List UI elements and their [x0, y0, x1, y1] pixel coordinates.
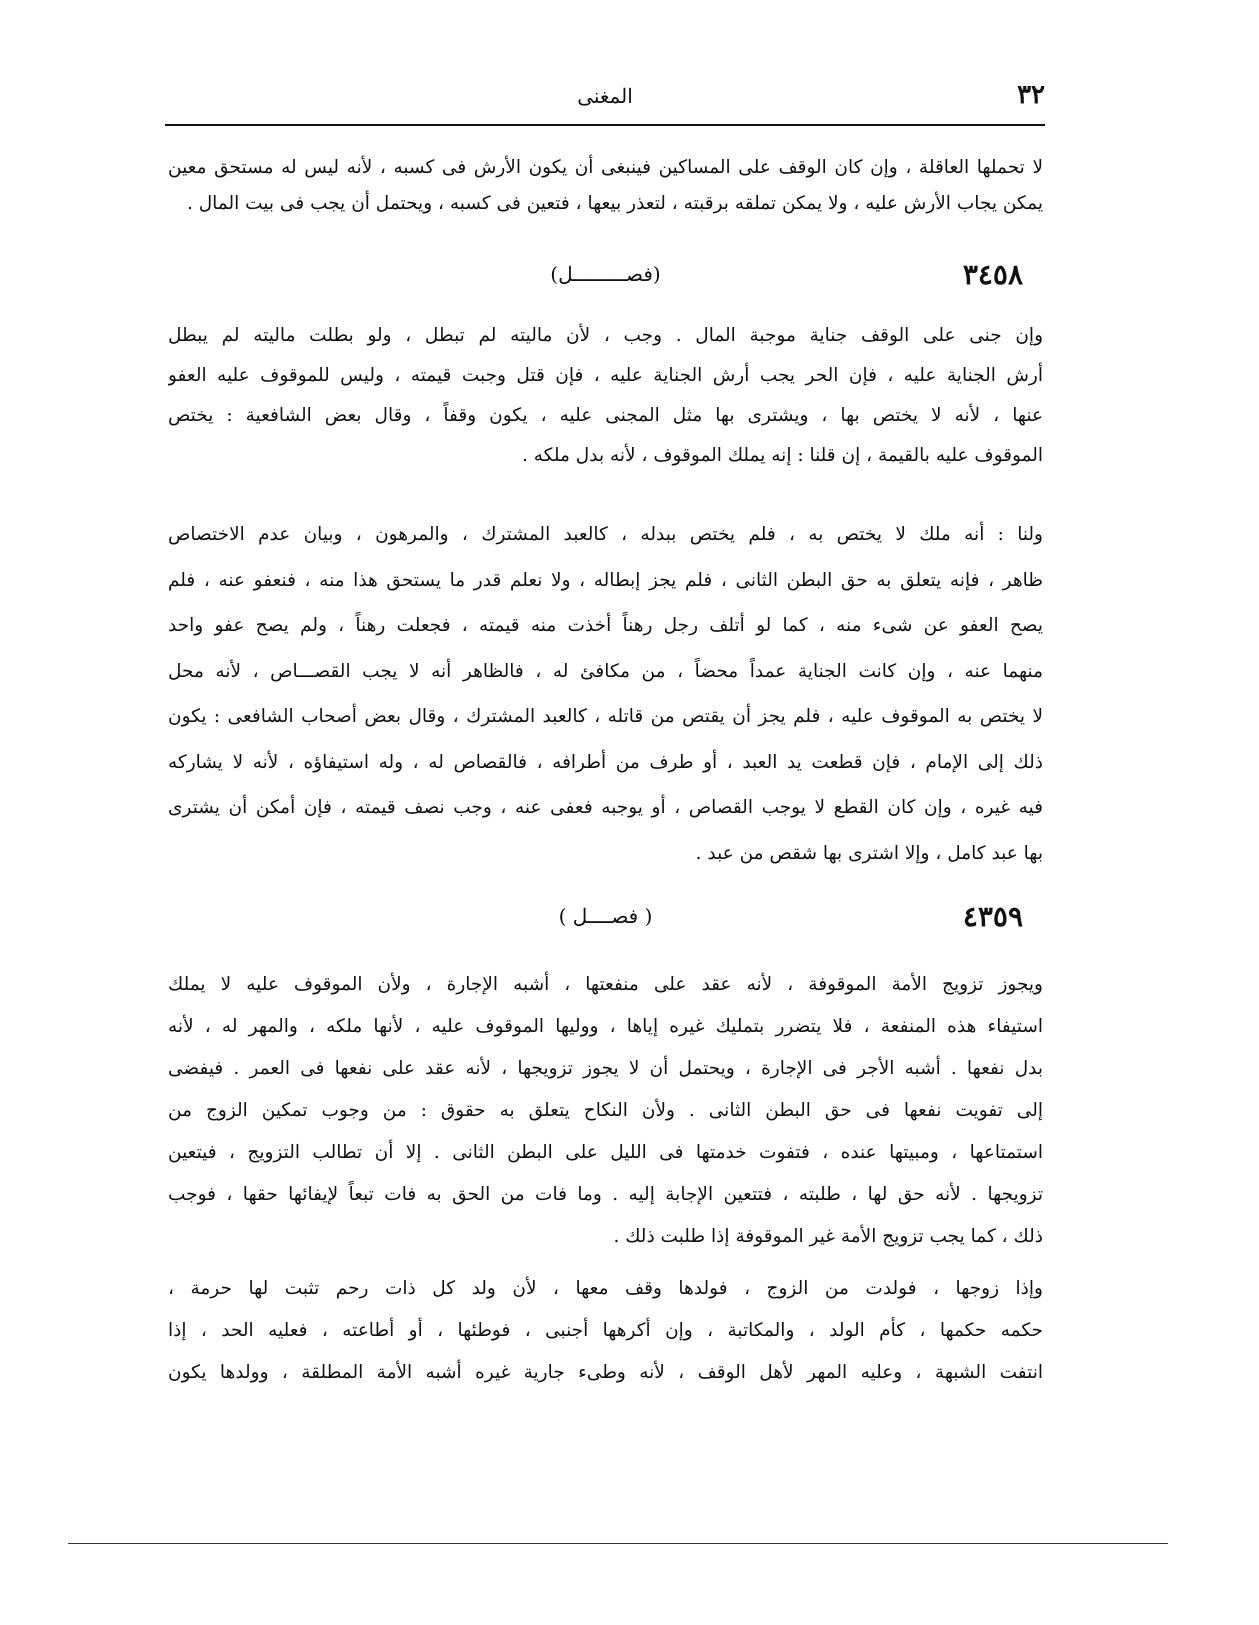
text-line: ظاهر ، فإنه يتعلق به حق البطن الثانى ، فلم يجز إبطاله ، ولا نعلم قدر ما يستحق هذا منه ، فنعفو عنه ، فلم: [168, 569, 1043, 591]
text-line: انتفت الشبهة ، وعليه المهر لأهل الوقف ، لأنه وطىء جارية غيره أشبه الأمة المطلقة ، وولدها يكون: [168, 1362, 1043, 1383]
text-line: أرش الجناية عليه ، فإن الحر يجب أرش الجناية عليه ، فإن قتل وجبت قيمته ، وليس للموقوف عليه العفو: [168, 365, 1043, 386]
text-line: حكمه حكمها ، كأم الولد ، والمكاتبة ، وإن أكرهها أجنبى ، فوطئها ، أو أطاعته ، فعليه الحد ، إذا: [168, 1320, 1043, 1341]
paragraph: [168, 964, 1043, 1258]
text-line: منهما عنه ، وإن كانت الجناية عمداً محضاً ، من مكافئ له ، فالظاهر أنه لا يجب القصـــاص ، لأنه محل: [168, 660, 1043, 682]
text-line: لا تحملها العاقلة ، وإن كان الوقف على المساكين فينبغى أن يكون الأرش فى كسبه ، لأنه ليس له مستحق معين: [168, 157, 1043, 178]
section-number: ٤٣٥٩: [962, 900, 1023, 933]
text-line: لا يختص به الموقوف عليه ، فلم يجز أن يقتص من قاتله ، كالعبد المشترك ، وقال بعض أصحاب الشافعى : يكون: [168, 706, 1043, 727]
text-line: بدل نفعها . أشبه الأجر فى الإجارة ، ويحتمل أن لا يجوز تزويجها ، لأنه عقد على نفعها فى العمر . فيفضى: [168, 1058, 1043, 1079]
header-rule: [165, 124, 1045, 126]
text-line: تزويجها . لأنه حق لها ، طلبته ، فتتعين الإجابة إليه . وما فات من الحق به فات تبعاً لإيفائها حقها ، فوجب: [168, 1184, 1043, 1205]
paragraph: [168, 512, 1043, 876]
text-line: بها عبد كامل ، وإلا اشترى بها شقص من عبد .: [695, 842, 1043, 864]
section-title: (فصـــــــــل): [550, 262, 661, 286]
text-line: فيه غيره ، وإن كان القطع لا يوجب القصاص ، أو يوجبه فعفى عنه ، وجب نصف قيمته ، فإن أمكن أن يشترى: [168, 797, 1043, 818]
section-title: ( فصــــل ): [558, 904, 653, 928]
running-title: المغنى: [577, 84, 633, 108]
paragraph: [168, 316, 1043, 476]
footer-rule: [68, 1543, 1168, 1544]
page-header: [165, 80, 1045, 120]
text-line: وإن جنى على الوقف جناية موجبة المال . وجب ، لأن ماليته لم تبطل ، ولو بطلت ماليته لم يبطل: [168, 325, 1043, 346]
text-line: ذلك إلى الإمام ، فإن قطعت يد العبد ، أو طرف من أطرافه ، فالقصاص له ، وله استيفاؤه ، لأنه لا يشاركه: [168, 751, 1043, 773]
section-number: ٣٤٥٨: [962, 258, 1023, 291]
text-line: استمتاعها ، ومبيتها عنده ، فتفوت خدمتها فى الليل على البطن الثانى . إلا أن تطالب التزويج ، فيتعين: [168, 1142, 1043, 1163]
text-line: استيفاء هذه المنفعة ، فلا يتضرر بتمليك غيره إياها ، ووليها الموقوف عليه ، لأنها ملكه ، والمهر له ، لأنه: [168, 1016, 1043, 1037]
text-line: عنها ، لأنه لا يختص بها ، ويشترى بها مثل المجنى عليه ، يكون وقفاً ، وقال بعض الشافعية : يختص: [168, 405, 1043, 426]
section-heading: [168, 258, 1043, 298]
text-line: الموقوف عليه بالقيمة ، إن قلنا : إنه يملك الموقوف ، لأنه بدل ملكه .: [521, 445, 1043, 466]
text-line: إلى تفويت نفعها فى حق البطن الثانى . ولأن النكاح يتعلق به حقوق : من وجوب تمكين الزوج من: [168, 1100, 1043, 1121]
page-number: ٣٢: [1017, 80, 1045, 110]
paragraph: [168, 1268, 1043, 1394]
continuation-paragraph: [168, 150, 1043, 222]
text-line: ولنا : أنه ملك لا يختص به ، فلم يختص ببدله ، كالعبد المشترك ، والمرهون ، وبيان عدم الاختصاص: [168, 524, 1043, 545]
text-line: يصح العفو عن شىء منه ، كما لو أتلف رجل رهناً أخذت منه قيمته ، فجعلت رهناً ، ولم يصح عفو واحد: [168, 615, 1043, 636]
text-line: وإذا زوجها ، فولدت من الزوج ، فولدها وقف معها ، لأن ولد كل ذات رحم تثبت لها حرمة ،: [168, 1278, 1043, 1299]
text-line: يمكن يجاب الأرش عليه ، ولا يمكن تملقه برقبته ، لتعذر بيعها ، فتعين فى كسبه ، ويحتمل أن يجب فى بيت المال .: [186, 193, 1043, 214]
section-heading: [168, 900, 1043, 940]
text-line: ذلك ، كما يجب تزويج الأمة غير الموقوفة إذا طلبت ذلك .: [613, 1226, 1043, 1247]
text-line: ويجوز تزويج الأمة الموقوفة ، لأنه عقد على منفعتها ، أشبه الإجارة ، ولأن الموقوف عليه لا يملك: [168, 974, 1043, 995]
